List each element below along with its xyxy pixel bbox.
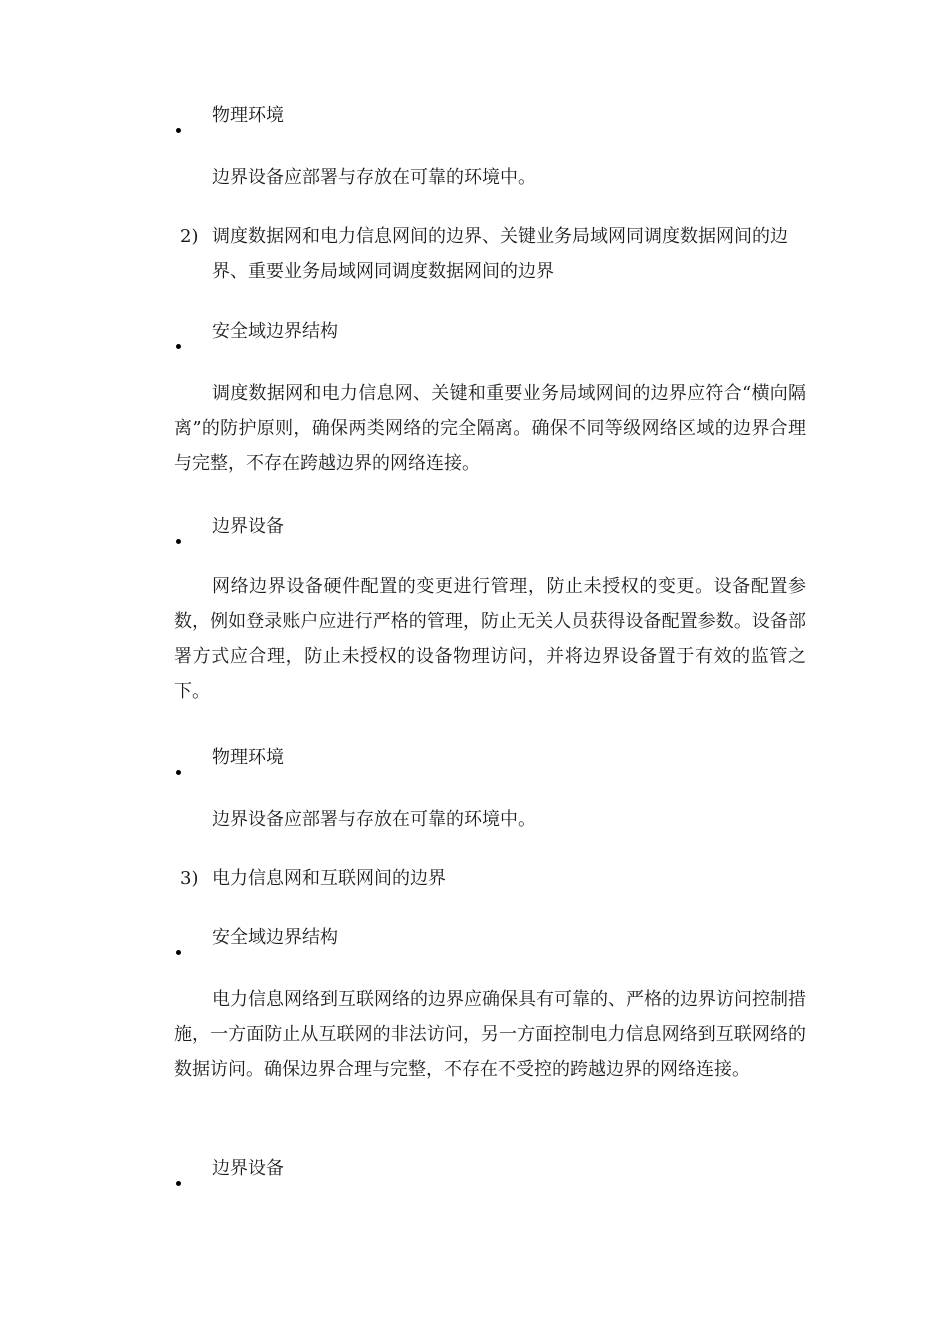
bullet-dot-icon	[176, 770, 181, 775]
bullet-label: 边界设备	[212, 516, 284, 537]
bullet-label: 安全域边界结构	[212, 927, 338, 948]
bullet-label: 物理环境	[212, 747, 284, 768]
bullet-label: 安全域边界结构	[212, 321, 338, 342]
bullet-dot-icon	[176, 950, 181, 955]
body-paragraph: 调度数据网和电力信息网、关键和重要业务局域网间的边界应符合“横向隔离”的防护原则，确保两类网络的完全隔离。确保不同等级网络区域的边界合理与完整，不存在跨越边界的网络连接。	[174, 383, 806, 474]
body-paragraph: 边界设备应部署与存放在可靠的环境中。	[212, 167, 536, 188]
list-number: 2)	[180, 226, 199, 247]
body-paragraph: 电力信息网络到互联网络的边界应确保具有可靠的、严格的边界访问控制措施，一方面防止从互联网的非法访问，另一方面控制电力信息网络到互联网络的数据访问。确保边界合理与完整，不存在不受控的跨越边界的网络连接。	[174, 989, 806, 1080]
numbered-heading-text: 调度数据网和电力信息网间的边界、关键业务局域网同调度数据网间的边界、重要业务局域网同调度数据网间的边界	[212, 226, 788, 282]
bullet-dot-icon	[176, 1181, 181, 1186]
numbered-heading-text: 电力信息网和互联网间的边界	[212, 868, 446, 889]
bullet-label: 物理环境	[212, 105, 284, 126]
bullet-dot-icon	[176, 539, 181, 544]
bullet-label: 边界设备	[212, 1158, 284, 1179]
bullet-dot-icon	[176, 344, 181, 349]
bullet-dot-icon	[176, 128, 181, 133]
list-number: 3)	[180, 868, 199, 889]
body-paragraph: 网络边界设备硬件配置的变更进行管理，防止未授权的变更。设备配置参数，例如登录账户应进行严格的管理，防止无关人员获得设备配置参数。设备部署方式应合理，防止未授权的设备物理访问，并将边界设备置于有效的监管之下。	[174, 576, 806, 702]
body-paragraph: 边界设备应部署与存放在可靠的环境中。	[212, 809, 536, 830]
